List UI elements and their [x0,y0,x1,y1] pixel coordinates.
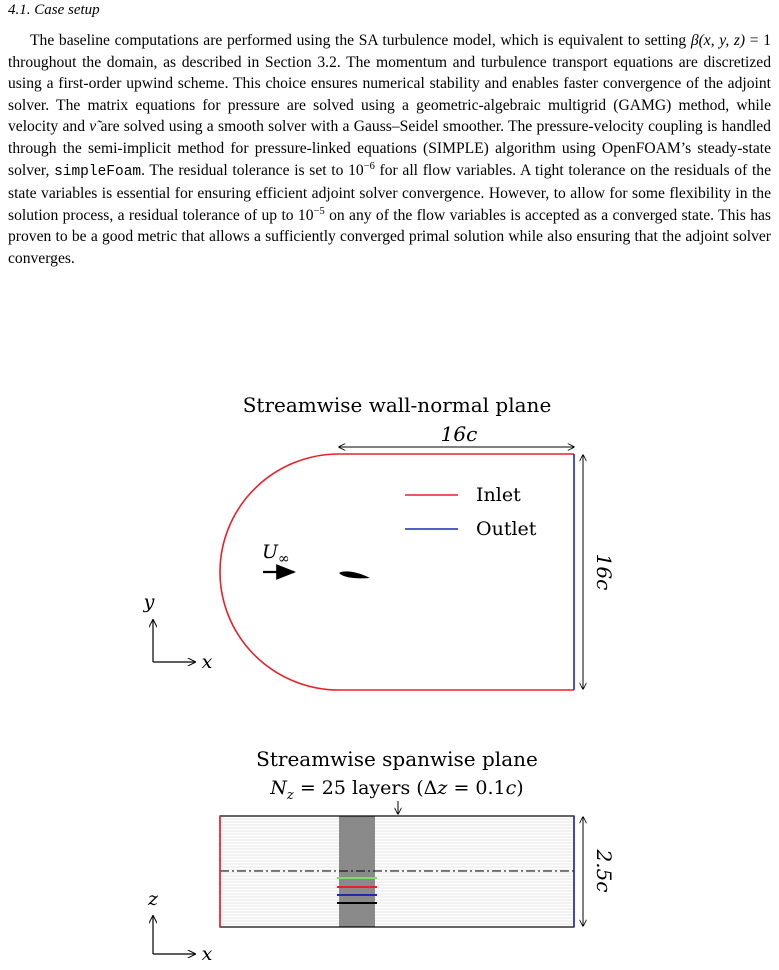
axis-y-label: y [143,591,155,613]
text-run: . The residual tolerance is set to 10 [141,161,364,179]
tolerance-exponent: −5 [313,205,325,217]
legend-inlet-label: Inlet [476,484,521,506]
nu-tilde-symbol: ν̃ [89,118,97,136]
text-run: on any of the flow variables is accepted as a converged state. This has proven to be a good metric that allows a sufficiently converged primal solution while also ensuring that the adjoint solver converges. [8,206,771,267]
text-run: The baseline computations are performed using the SA turbulence model, which is equivalent to setting [30,32,691,49]
legend-outlet-label: Outlet [476,518,537,540]
axis-x2-label: x [201,943,213,965]
axis-z-label: z [147,888,159,910]
top-figure-title: Streamwise wall-normal plane [242,393,552,417]
tolerance-exponent: −6 [363,160,375,172]
text-run: are solved using a smooth solver with a Gauss–Seidel smoother. The pressure-velocity coupling is handled through the semi-implicit method for pressure-linked equations (SIMPLE) algorithm using OpenFOAM’s steady-state solver, [8,118,771,179]
span-dimension-label: 2.5c [592,849,616,893]
axis-x-label: x [201,651,213,673]
text-run: for all flow variables. A tight tolerance on the residuals of the state variables is essential for ensuring efficient adjoint solver convergence. However, to allow for some flexibility in the solution process, a residual tolerance of up to 10 [8,161,772,224]
bottom-figure-title: Streamwise spanwise plane [256,747,538,771]
layers-label: $N_z = 25$ layers (Δz = 0.1c) [270,777,524,803]
text-run: = 1 throughout the domain, as described in Section 3.2. The momentum and turbulence transport equations are discretized using a first-order upwind scheme. This choice ensures numerical stability and enables faster convergence of the adjoint solver. The matrix equations for pressure are solved using a geometric-algebraic multigrid (GAMG) method, while velocity and [8,32,772,136]
body-paragraph [8,30,771,270]
domain-figure [0,380,779,970]
section-heading: 4.1. Case setup [8,2,100,18]
height-dimension-label: 16c [592,553,616,591]
beta-symbol: β(x, y, z) [690,32,746,49]
width-dimension-label: 16c [440,422,478,446]
freestream-velocity-label: $U_\infty$ [262,541,290,567]
airfoil [339,571,370,578]
solver-name: simpleFoam [54,163,142,180]
